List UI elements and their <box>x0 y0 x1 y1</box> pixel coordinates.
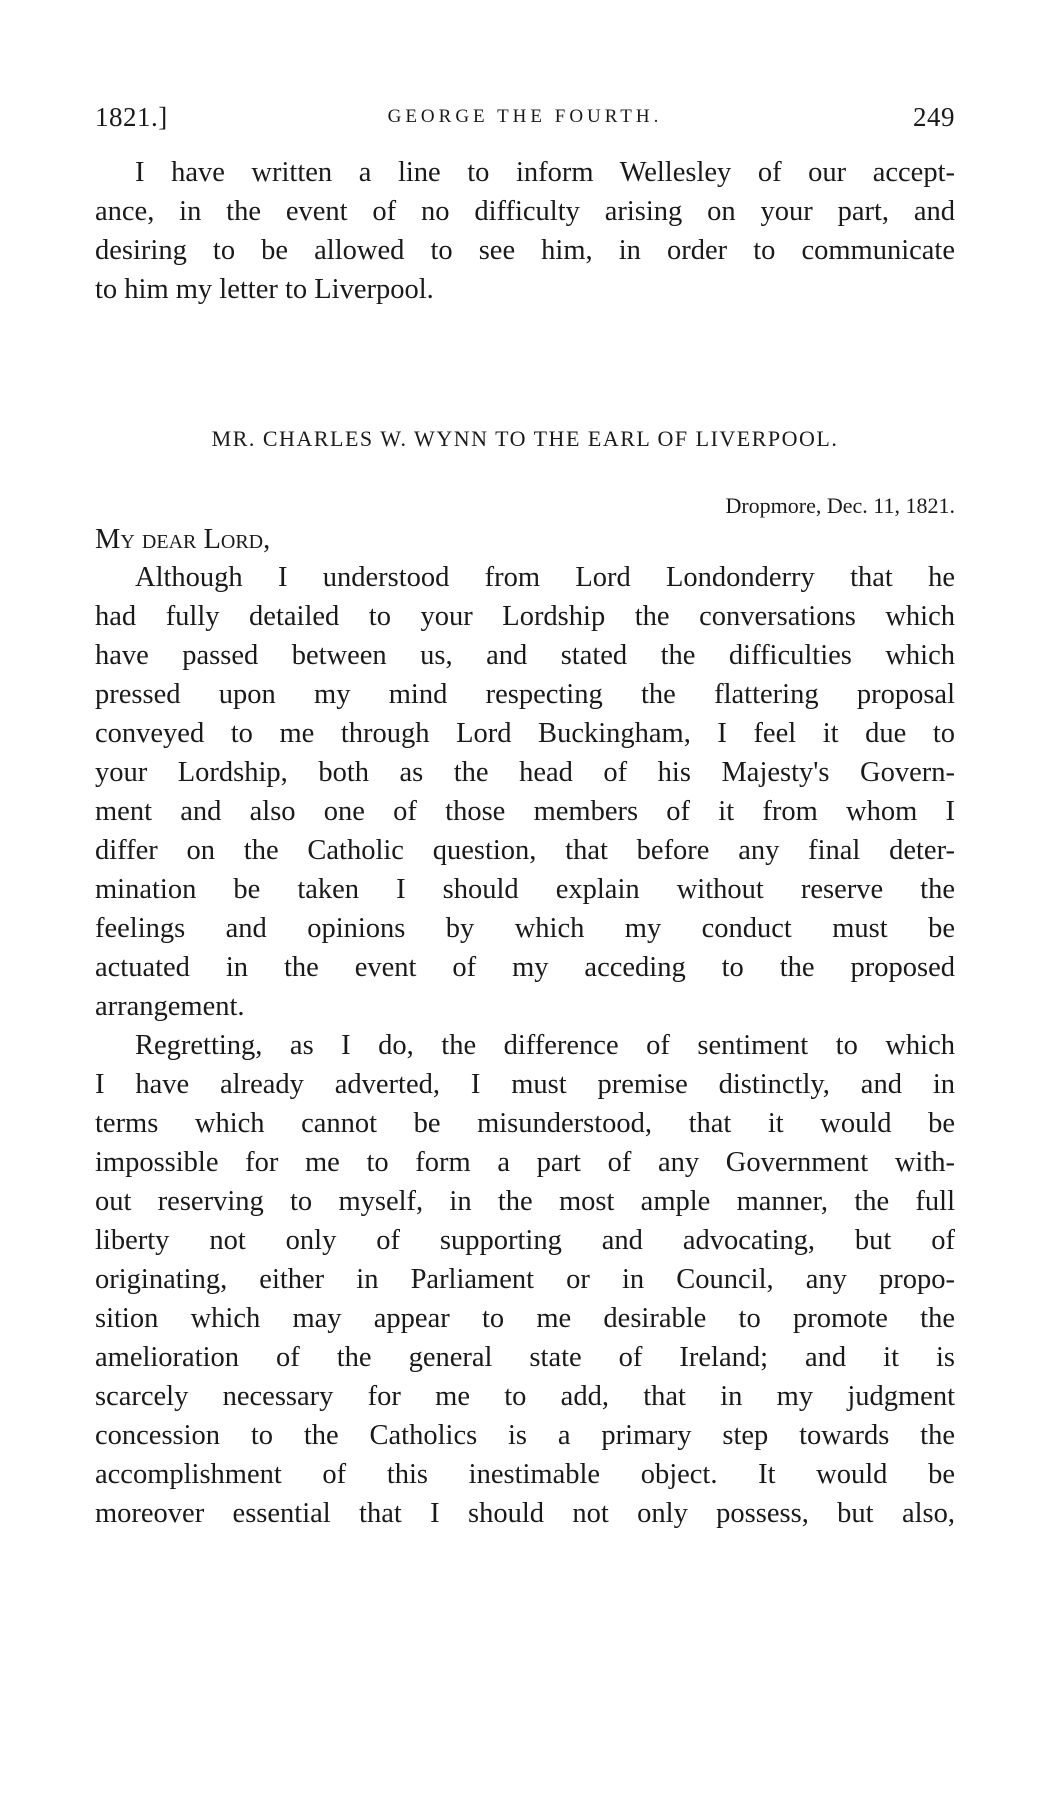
text-line: originating, either in Parliament or in Council, any propo- <box>95 1264 955 1295</box>
text-line: your Lordship, both as the head of his Majesty's Govern- <box>95 757 955 788</box>
text-line: desiring to be allowed to see him, in order to communicate <box>95 235 955 266</box>
text-line: Although I understood from Lord Londonderry that he <box>135 562 955 593</box>
text-line: pressed upon my mind respecting the flattering proposal <box>95 679 955 710</box>
text-line: moreover essential that I should not only possess, but also, <box>95 1498 955 1529</box>
text-line: liberty not only of supporting and advocating, but of <box>95 1225 955 1256</box>
text-line: had fully detailed to your Lordship the conversations which <box>95 601 955 632</box>
text-line: mination be taken I should explain without reserve the <box>95 874 955 905</box>
text-line: to him my letter to Liverpool. <box>95 274 434 305</box>
letter-salutation: My dear Lord, <box>95 524 271 555</box>
text-line: impossible for me to form a part of any Government with- <box>95 1147 955 1178</box>
text-line: sition which may appear to me desirable to promote the <box>95 1303 955 1334</box>
text-line: conveyed to me through Lord Buckingham, I feel it due to <box>95 718 955 749</box>
text-line: differ on the Catholic question, that before any final deter- <box>95 835 955 866</box>
letter-heading: MR. CHARLES W. WYNN TO THE EARL OF LIVERPOOL. <box>211 426 839 451</box>
text-line: I have written a line to inform Wellesley of our accept- <box>135 157 955 188</box>
running-head-title: GEORGE THE FOURTH. <box>387 106 663 127</box>
text-line: scarcely necessary for me to add, that in my judgment <box>95 1381 955 1412</box>
text-line: accomplishment of this inestimable object. It would be <box>95 1459 955 1490</box>
text-line: have passed between us, and stated the difficulties which <box>95 640 955 671</box>
running-head-year: 1821.] <box>95 102 168 132</box>
text-line: concession to the Catholics is a primary step towards the <box>95 1420 955 1451</box>
page-number: 249 <box>913 102 955 132</box>
text-line: Regretting, as I do, the difference of sentiment to which <box>135 1030 955 1061</box>
text-line: actuated in the event of my acceding to the proposed <box>95 952 955 983</box>
text-line: feelings and opinions by which my conduct must be <box>95 913 955 944</box>
text-line: arrangement. <box>95 991 245 1022</box>
text-line: ance, in the event of no difficulty arising on your part, and <box>95 196 955 227</box>
text-line: ment and also one of those members of it from whom I <box>95 796 955 827</box>
running-head <box>95 102 955 142</box>
letter-dateline: Dropmore, Dec. 11, 1821. <box>725 493 955 518</box>
text-line: out reserving to myself, in the most ample manner, the full <box>95 1186 955 1217</box>
text-line: amelioration of the general state of Ireland; and it is <box>95 1342 955 1373</box>
text-line: terms which cannot be misunderstood, that it would be <box>95 1108 955 1139</box>
text-line: I have already adverted, I must premise distinctly, and in <box>95 1069 955 1100</box>
